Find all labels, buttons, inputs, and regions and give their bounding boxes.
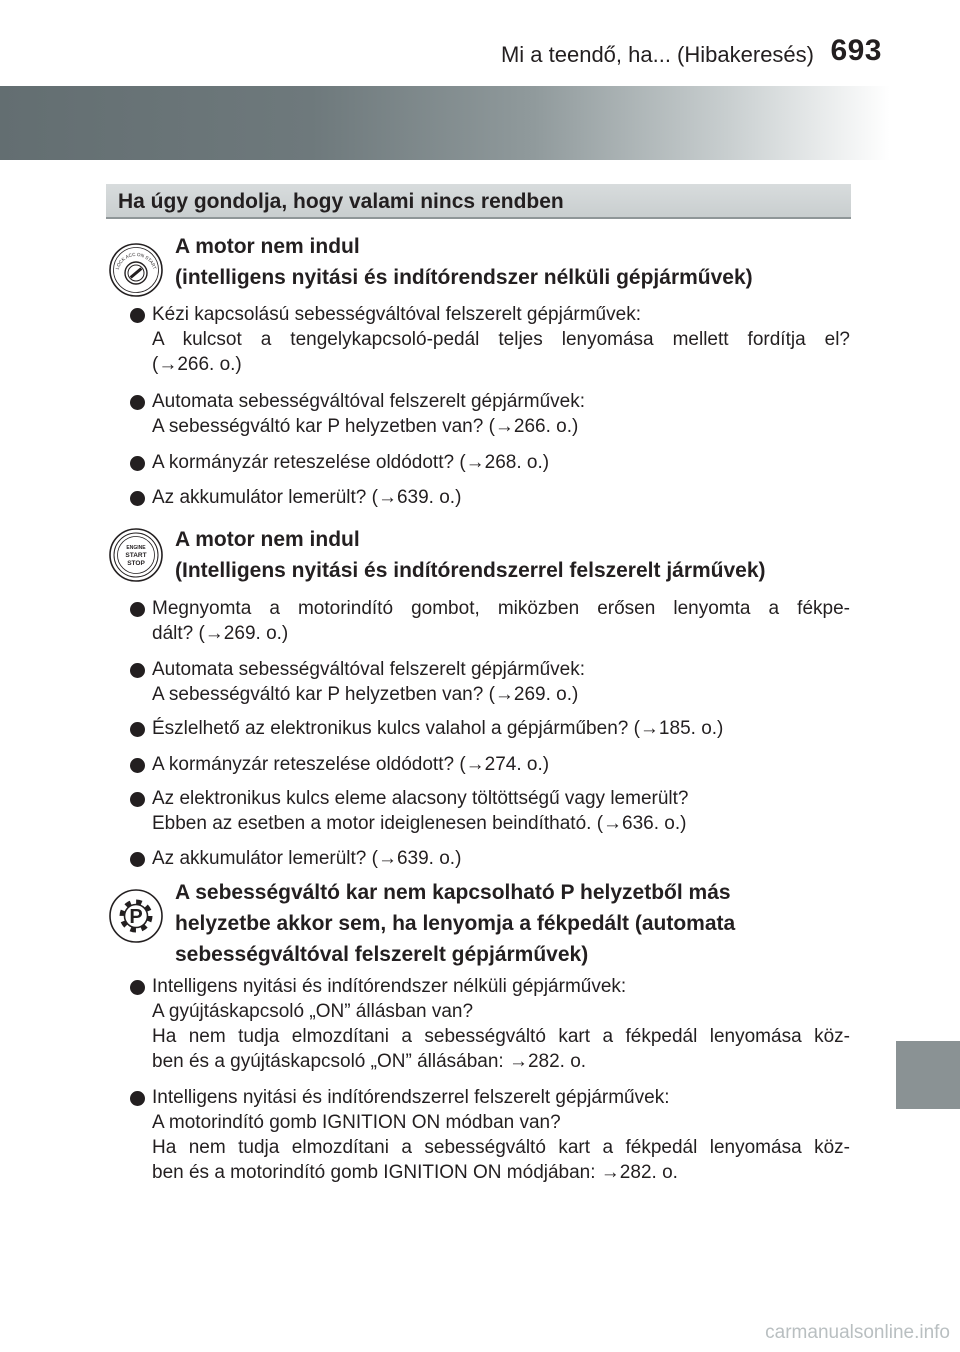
list-item-line: A motorindító gomb IGNITION ON módban van? (152, 1112, 561, 1133)
topic-title-line: A motor nem indul (175, 528, 360, 551)
topic-title (175, 877, 847, 970)
list-item-line: Az elektronikus kulcs eleme alacsony töltöttségű vagy lemerült? (152, 788, 689, 809)
list-item-line: ben és a motorindító gomb IGNITION ON módjában: →282. o. (152, 1162, 678, 1183)
list-item-line: dált? (→269. o.) (152, 623, 289, 644)
watermark: carmanualsonline.info (765, 1322, 950, 1343)
engine-start-stop-button-icon (108, 527, 164, 583)
section-title: Ha úgy gondolja, hogy valami nincs rendben (118, 190, 564, 213)
list-item-line: Ebben az esetben a motor ideiglenesen beindítható. (→636. o.) (152, 813, 687, 834)
chapter-tab (896, 1041, 960, 1109)
list-item-line: Intelligens nyitási és indítórendszerrel felszerelt gépjárművek: (152, 1087, 670, 1108)
list-item-line: Automata sebességváltóval felszerelt gépjárművek: (152, 659, 586, 680)
icon-label: ENGINE (126, 545, 146, 551)
list-item-line: A gyújtáskapcsoló „ON” állásban van? (152, 1001, 474, 1022)
list-item-line: A kormányzár reteszelése oldódott? (→268. o.) (152, 452, 550, 473)
list-item (130, 657, 850, 707)
bullet (130, 308, 145, 323)
list-item (130, 786, 850, 836)
list-item-line: A kulcsot a tengelykapcsoló-pedál teljes lenyomása mellett fordítja el? (152, 329, 850, 350)
topic-title-line: helyzetbe akkor sem, ha lenyomja a fékpedált (automata (175, 912, 736, 935)
list-item (130, 596, 850, 646)
list-item-line: (→266. o.) (152, 354, 242, 375)
topic-title-line: (intelligens nyitási és indítórendszer nélküli gépjárművek) (175, 266, 753, 289)
list-item (130, 752, 850, 777)
bullet (130, 456, 145, 471)
icon-label: STOP (127, 560, 145, 567)
list-item (130, 974, 850, 1074)
list-item (130, 1085, 850, 1185)
bullet (130, 722, 145, 737)
topic-title (175, 524, 847, 586)
list-item (130, 846, 850, 871)
list-item-line: Automata sebességváltóval felszerelt gépjárművek: (152, 391, 586, 412)
icon-label: P (129, 906, 143, 928)
topic-title-line: sebességváltóval felszerelt gépjárművek) (175, 943, 589, 966)
list-item-line: A kormányzár reteszelése oldódott? (→274. o.) (152, 754, 550, 775)
bullet (130, 792, 145, 807)
list-item (130, 389, 850, 439)
topic-title-line: A sebességváltó kar nem kapcsolható P helyzetből más (175, 881, 731, 904)
running-head: Mi a teendő, ha... (Hibakeresés) (500, 42, 814, 67)
topic-title (175, 231, 847, 293)
page-number: 693 (830, 34, 882, 67)
list-item-line: Kézi kapcsolású sebességváltóval felszerelt gépjárművek: (152, 304, 641, 325)
topic-title-line: (Intelligens nyitási és indítórendszerrel felszerelt járművek) (175, 559, 766, 582)
list-item-line: Az akkumulátor lemerült? (→639. o.) (152, 487, 462, 508)
list-item (130, 716, 850, 741)
topic-title-line: A motor nem indul (175, 235, 360, 258)
section-heading (106, 184, 851, 219)
page-header (0, 0, 960, 78)
bullet (130, 395, 145, 410)
icon-label: ON (136, 251, 145, 259)
list-item-line: Észlelhető az elektronikus kulcs valahol a gépjárműben? (→185. o.) (152, 718, 724, 739)
bullet (130, 1091, 145, 1106)
list-item-line: Intelligens nyitási és indítórendszer nélküli gépjárművek: (152, 976, 627, 997)
icon-label: START (144, 254, 158, 270)
list-item-line: ben és a gyújtáskapcsoló „ON” állásában: →282. o. (152, 1051, 587, 1072)
bullet (130, 758, 145, 773)
bullet (130, 852, 145, 867)
bullet (130, 980, 145, 995)
bullet (130, 602, 145, 617)
icon-label: START (125, 552, 147, 559)
bullet (130, 491, 145, 506)
list-item-line: Az akkumulátor lemerült? (→639. o.) (152, 848, 462, 869)
bullet (130, 663, 145, 678)
list-item (130, 302, 850, 377)
list-item-line: A sebességváltó kar P helyzetben van? (→266. o.) (152, 416, 579, 437)
ignition-key-cylinder-icon (108, 242, 164, 298)
list-item-line: Ha nem tudja elmozdítani a sebességváltó kart a fékpedál lenyomása köz- (152, 1026, 850, 1047)
icon-label: ACC (124, 251, 136, 260)
list-item-line: Megnyomta a motorindító gombot, miközben erősen lenyomta a fékpe- (152, 598, 850, 619)
list-item (130, 485, 850, 510)
list-item (130, 450, 850, 475)
header-band (0, 86, 890, 160)
icon-label: LOCK (114, 256, 127, 270)
park-gear-icon (108, 888, 164, 944)
list-item-line: Ha nem tudja elmozdítani a sebességváltó kart a fékpedál lenyomása köz- (152, 1137, 850, 1158)
list-item-line: A sebességváltó kar P helyzetben van? (→269. o.) (152, 684, 579, 705)
